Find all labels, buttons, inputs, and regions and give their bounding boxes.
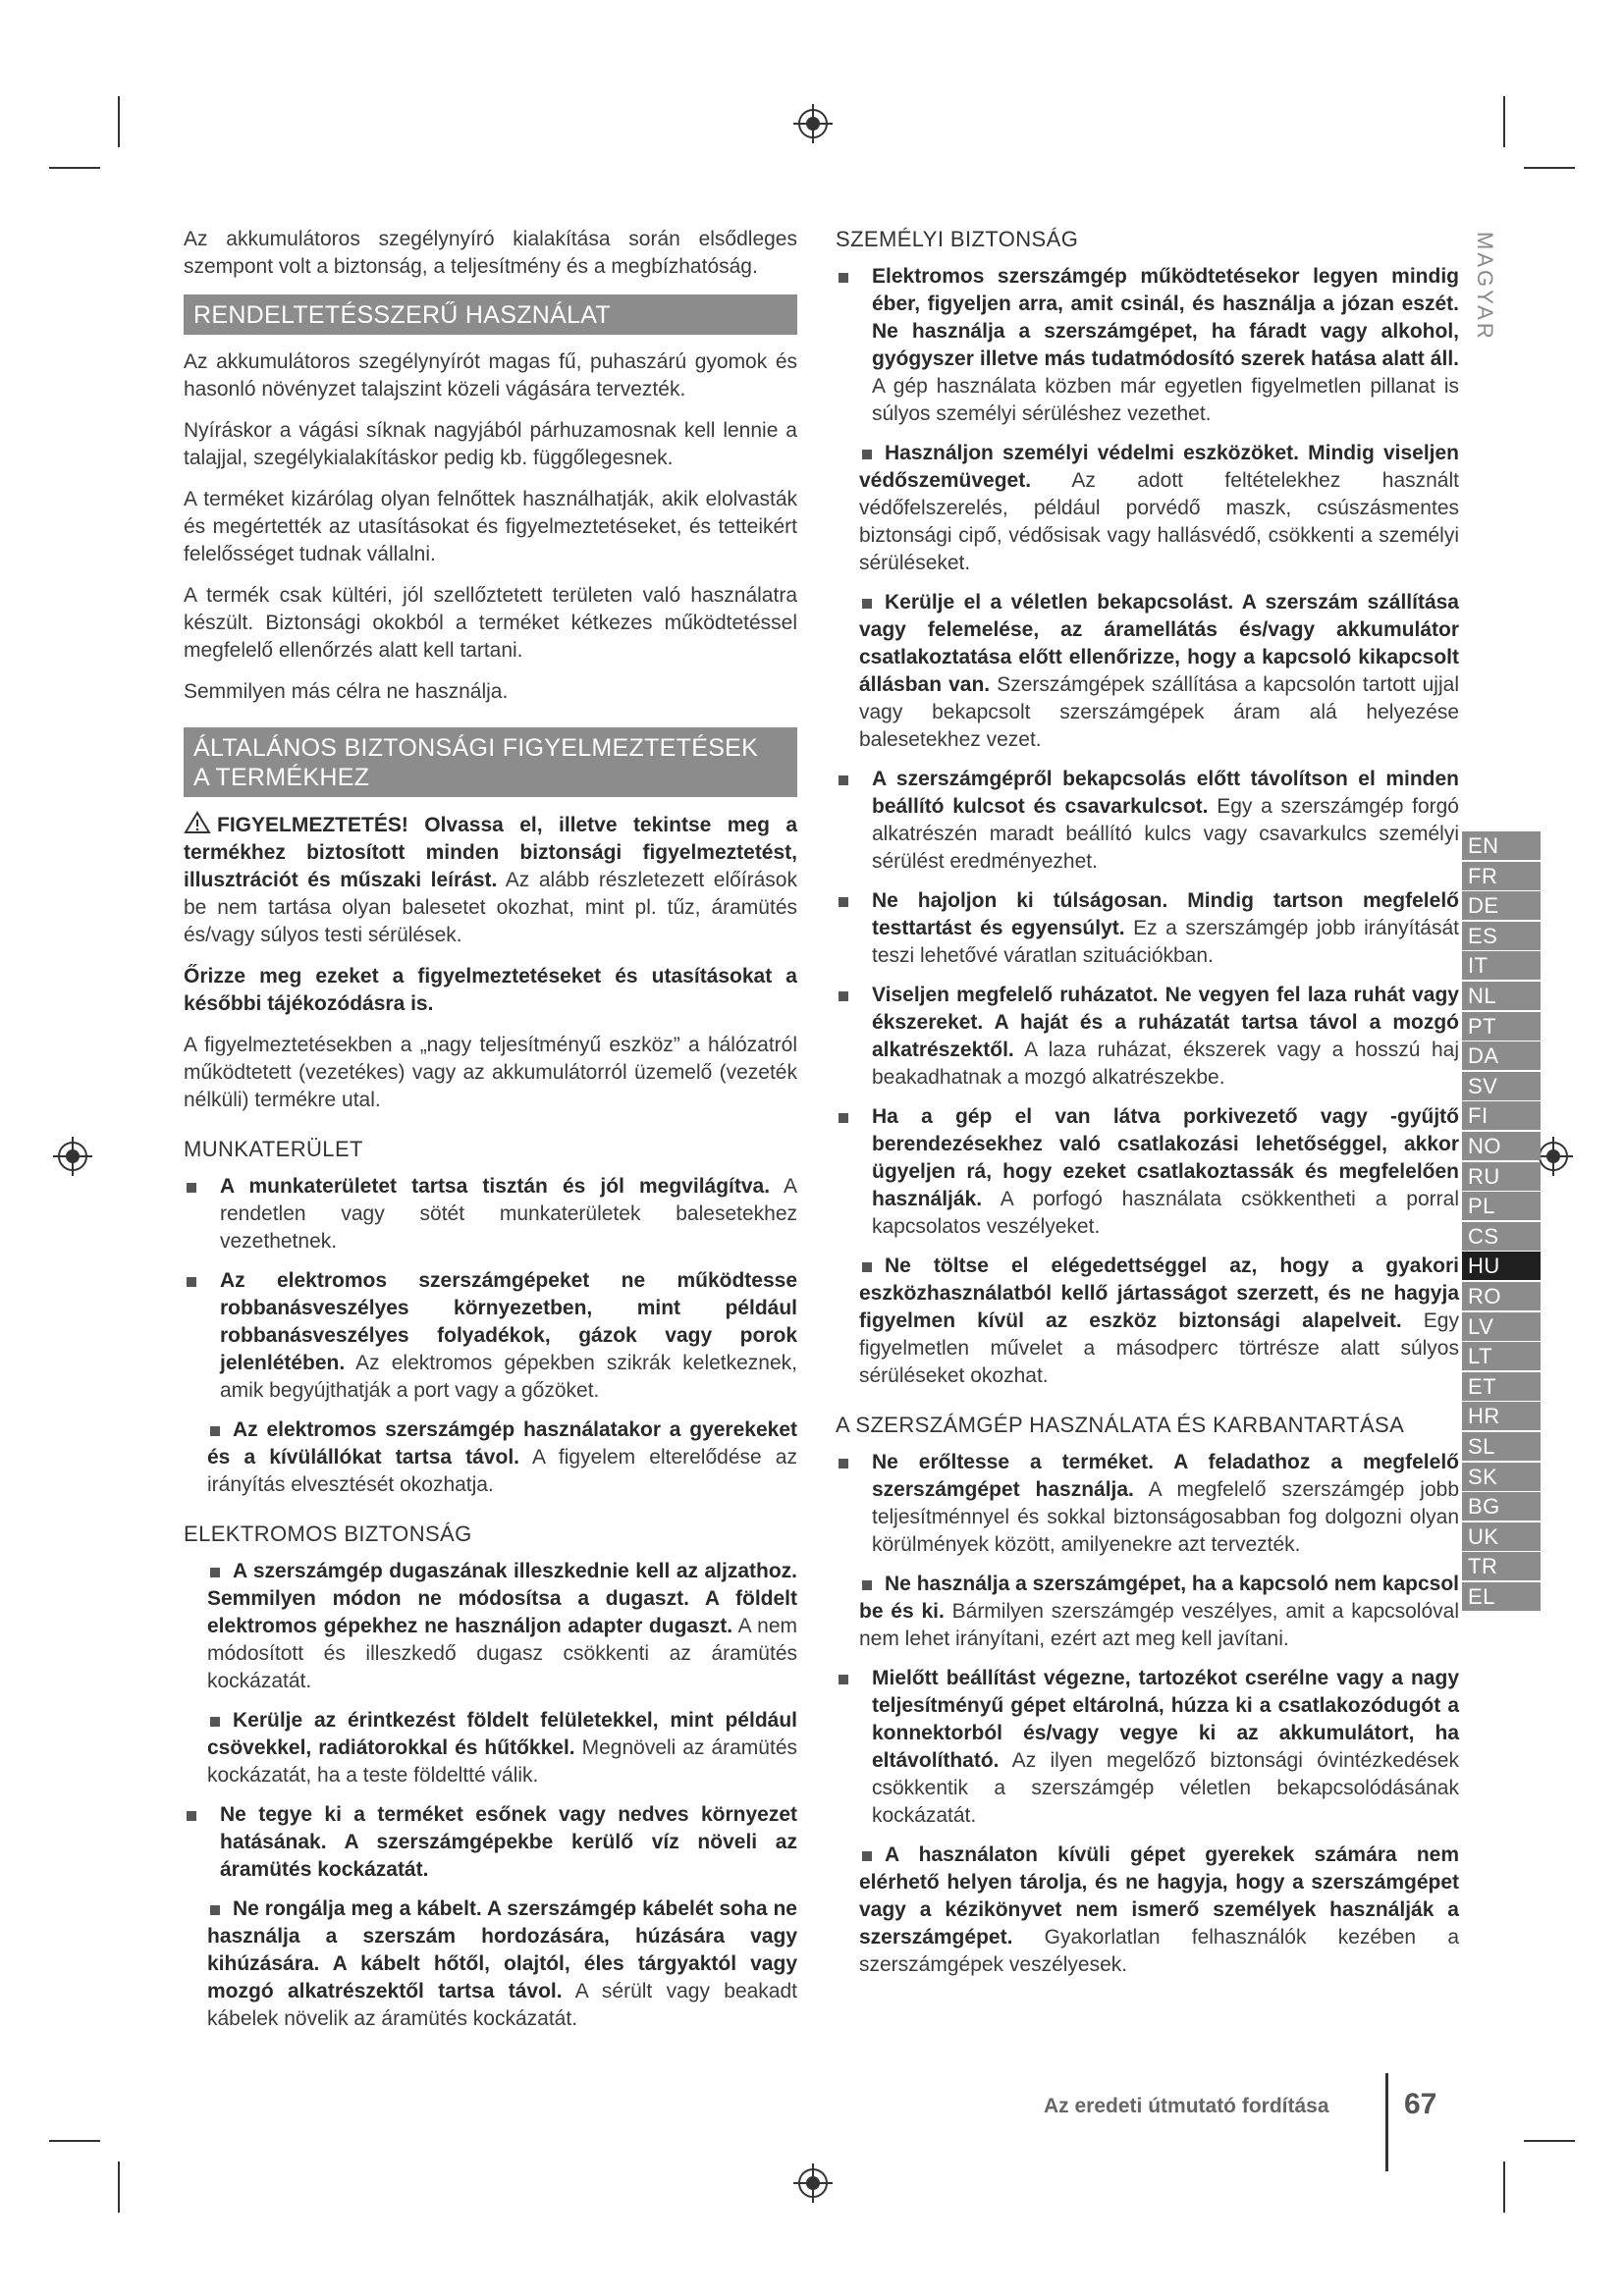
language-tab-ru[interactable]: RU: [1462, 1162, 1541, 1191]
registration-mark-icon: [791, 2162, 835, 2205]
crop-mark: [1524, 2140, 1575, 2142]
paragraph: A termék csak kültéri, jól szellőztetett területen való használatra készült. Biztonsági okokból a terméket kétkezes működtetéssel megfelelő ellenőrzés alatt kell tartani.: [184, 584, 797, 662]
list-item: A munkaterületet tartsa tisztán és jól megvilágítva. A rendetlen vagy sötét munkaterületek balesetekhez vezethetnek.: [184, 1173, 797, 1255]
language-tab-en[interactable]: EN: [1462, 831, 1541, 860]
registration-mark-icon: [791, 102, 835, 145]
crop-mark: [49, 2140, 100, 2142]
list-item: Kerülje az érintkezést földelt felületekkel, mint például csövekkel, radiátorokkal és hűtőkkel. Megnöveli az áramütés kockázatát, ha a teste földeltté válik.: [207, 1709, 797, 1787]
language-tab-no[interactable]: NO: [1462, 1132, 1541, 1160]
list-item: Használjon személyi védelmi eszközöket. Mindig viseljen védőszemüveget. Az adott feltételekhez használt védőfelszerelés, például porvédő maszk, csúszásmentes biztonsági cipő, védősisak vagy hallásvédő, csökkenti a személyi sérüléseket.: [859, 442, 1459, 574]
subheading-personal-safety: SZEMÉLYI BIZTONSÁG: [836, 227, 1079, 251]
section-header-line: ÁLTALÁNOS BIZTONSÁGI FIGYELMEZTETÉSEK: [193, 734, 759, 762]
language-tab-sv[interactable]: SV: [1462, 1072, 1541, 1100]
registration-mark-icon: [51, 1135, 94, 1178]
list-item: Ne töltse el elégedettséggel az, hogy a gyakori eszközhasználatból kellő jártasságot szerzett, és ne hagyja figyelmen kívül az eszköz biztonsági alapelveit. Egy figyelmetlen művelet a másodperc törtrésze alatt súlyos sérüléseket okozhat.: [859, 1255, 1459, 1387]
language-tab-fr[interactable]: FR: [1462, 862, 1541, 890]
list-item: Az elektromos szerszámgépeket ne működtesse robbanásveszélyes környezetben, mint például robbanásveszélyes folyadékok, gázok vagy porok jelenlétében. Az elektromos gépekben szikrák keletkeznek, amik begyújthatják a port vagy a gőzöket.: [184, 1267, 797, 1405]
language-tab-ro[interactable]: RO: [1462, 1282, 1541, 1310]
intro-paragraph: Az akkumulátoros szegélynyíró kialakítása során elsődleges szempont volt a biztonság, a teljesítmény és a megbízhatóság.: [184, 228, 797, 278]
left-column: [184, 226, 797, 2045]
list-item: Ne hajoljon ki túlságosan. Mindig tartson megfelelő testtartást és egyensúlyt. Ez a szerszámgép jobb irányítását teszi lehetővé váratlan szituációkban.: [836, 887, 1459, 970]
language-tab-es[interactable]: ES: [1462, 922, 1541, 950]
crop-mark: [1524, 167, 1575, 169]
section-header-intended-use: RENDELTETÉSSZERŰ HASZNÁLAT: [184, 294, 797, 335]
paragraph: Az akkumulátoros szegélynyírót magas fű, puhaszárú gyomok és hasonló növényzet talajszint közeli vágására tervezték.: [184, 350, 797, 400]
language-tab-da[interactable]: DA: [1462, 1041, 1541, 1070]
list-item: A használaton kívüli gépet gyerekek számára nem elérhető helyen tárolja, és ne hagyja, hogy a szerszámgépet vagy a kézikönyvet nem ismerő személyek használják a szerszámgépet. Gyakorlatlan felhasználók kezében a szerszámgépek veszélyesek.: [859, 1843, 1459, 1976]
language-tab-fi[interactable]: FI: [1462, 1101, 1541, 1130]
right-column: [836, 226, 1459, 1991]
paragraph: A terméket kizárólag olyan felnőttek használhatják, akik elolvasták és megértették az utasításokat és figyelmeztetéseket, és tetteikért felelősséget tudnak vállalni.: [184, 488, 797, 565]
language-tab-it[interactable]: IT: [1462, 951, 1541, 980]
subheading-work-area: MUNKATERÜLET: [184, 1137, 363, 1161]
list-item: Az elektromos szerszámgép használatakor a gyerekeket és a kívülállókat tartsa távol. A figyelem elterelődése az irányítás elvesztését okozhatja.: [207, 1418, 797, 1496]
list-item: Mielőtt beállítást végezne, tartozékot cserélne vagy a nagy teljesítményű gépet eltárolná, húzza ki a csatlakozódugót a konnektorból és/vagy vegye ki az akkumulátort, ha eltávolítható. Az ilyen megelőző biztonsági óvintézkedések csökkentik a szerszámgép véletlen bekapcsolódásának kockázatát.: [836, 1665, 1459, 1830]
crop-mark: [1503, 2162, 1505, 2213]
warning-triangle-icon: [184, 811, 211, 834]
paragraph: Semmilyen más célra ne használja.: [184, 680, 509, 703]
warning-text: Az alább részletezett előírások be nem tartása olyan balesetet okozhat, mint pl. tűz, áramütés és/vagy súlyos testi sérülések.: [184, 869, 797, 946]
crop-mark: [118, 2162, 120, 2213]
subheading-electrical-safety: ELEKTROMOS BIZTONSÁG: [184, 1522, 472, 1546]
warning-paragraph: [184, 811, 797, 949]
list-item: Ne tegye ki a terméket esőnek vagy nedves környezet hatásának. A szerszámgépekbe kerülő víz növeli az áramütés kockázatát.: [184, 1801, 797, 1884]
list-item: Ne rongálja meg a kábelt. A szerszámgép kábelét soha ne használja a szerszám hordozására, húzására vagy kihúzására. A kábelt hőtől, olajtól, éles tárgyaktól vagy mozgó alkatrészektől tartsa távol. A sérült vagy beakadt kábelek növelik az áramütés kockázatát.: [207, 1897, 797, 2030]
language-tab-sk[interactable]: SK: [1462, 1463, 1541, 1491]
language-tab-lv[interactable]: LV: [1462, 1312, 1541, 1341]
language-tab-uk[interactable]: UK: [1462, 1522, 1541, 1551]
list-item: Ne használja a szerszámgépet, ha a kapcsoló nem kapcsol be és ki. Bármilyen szerszámgép veszélyes, amit a kapcsolóval nem lehet irányítani, ezért azt meg kell javítani.: [859, 1573, 1459, 1650]
warning-bold: FIGYELMEZTETÉS! Olvassa el, illetve tekintse meg a termékhez biztosított minden biztonsági figyelmeztetést, illusztrációt és műszaki leírást.: [184, 814, 797, 891]
page-number: 67: [1404, 2088, 1437, 2120]
language-tab-nl[interactable]: NL: [1462, 982, 1541, 1010]
footer-divider: [1385, 2073, 1388, 2171]
language-tab-cs[interactable]: CS: [1462, 1222, 1541, 1251]
section-header-general-safety: [184, 727, 797, 797]
list-item: Viseljen megfelelő ruházatot. Ne vegyen fel laza ruhát vagy ékszereket. A haját és a ruházatát tartsa távol a mozgó alkatrészektől. A laza ruházat, ékszerek vagy a hosszú haj beakadhatnak a mozgó alkatrészekbe.: [836, 982, 1459, 1092]
list-item: Elektromos szerszámgép működtetésekor legyen mindig éber, figyeljen arra, amit csinál, és használja a józan eszét. Ne használja a szerszámgépet, ha fáradt vagy alkohol, gyógyszer illetve más tudatmódosító szerek hatása alatt áll. A gép használata közben már egyetlen figyelmetlen pillanat is súlyos személyi sérüléshez vezethet.: [836, 263, 1459, 428]
crop-mark: [118, 96, 120, 147]
list-item: A szerszámgépről bekapcsolás előtt távolítson el minden beállító kulcsot és csavarkulcsot. Egy a szerszámgép forgó alkatrészén maradt beállító kulcs vagy csavarkulcs személyi sérülést eredményezhet.: [836, 766, 1459, 876]
language-tab-et[interactable]: ET: [1462, 1372, 1541, 1401]
language-tab-bg[interactable]: BG: [1462, 1492, 1541, 1521]
section-header-line: A TERMÉKHEZ: [193, 764, 370, 791]
language-tab-hu[interactable]: HU: [1462, 1252, 1541, 1280]
side-language-label: MAGYAR: [1473, 232, 1497, 342]
language-tab-lt[interactable]: LT: [1462, 1342, 1541, 1370]
paragraph: Nyíráskor a vágási síknak nagyjából párhuzamosnak kell lennie a talajjal, szegélykialakításkor pedig kb. függőlegesnek.: [184, 419, 797, 469]
subheading-use-and-care: A SZERSZÁMGÉP HASZNÁLATA ÉS KARBANTARTÁSA: [836, 1413, 1405, 1437]
language-tab-hr[interactable]: HR: [1462, 1402, 1541, 1430]
keep-instructions-bold: Őrizze meg ezeket a figyelmeztetéseket és utasításokat a későbbi tájékozódásra is.: [184, 965, 797, 1015]
crop-mark: [49, 167, 100, 169]
list-item: A szerszámgép dugaszának illeszkednie kell az aljzathoz. Semmilyen módon ne módosítsa a dugaszt. A földelt elektromos gépekhez ne használjon adapter dugaszt. A nem módosított és illeszkedő dugasz csökkenti az áramütés kockázatát.: [207, 1560, 797, 1692]
language-tab-tr[interactable]: TR: [1462, 1552, 1541, 1580]
list-item: Kerülje el a véletlen bekapcsolást. A szerszám szállítása vagy felemelése, az áramellátás és/vagy akkumulátor csatlakoztatása előtt ellenőrizze, hogy a kapcsoló kikapcsolt állásban van. Szerszámgépek szállítása a kapcsolón tartott ujjal vagy bekapcsolt szerszámgépek áram alá helyezése balesetekhez vezet.: [859, 591, 1459, 751]
language-tab-el[interactable]: EL: [1462, 1582, 1541, 1611]
language-tab-pt[interactable]: PT: [1462, 1012, 1541, 1041]
list-item: Ha a gép el van látva porkivezető vagy -gyűjtő berendezésekhez való csatlakozási lehetőséggel, akkor ügyeljen rá, hogy ezeket csatlakoztassák és megfelelően használják. A porfogó használata csökkentheti a porral kapcsolatos veszélyeket.: [836, 1103, 1459, 1241]
footer-text: Az eredeti útmutató fordítása: [1044, 2095, 1329, 2117]
language-tab-pl[interactable]: PL: [1462, 1192, 1541, 1220]
language-tab-de[interactable]: DE: [1462, 891, 1541, 920]
language-tab-sl[interactable]: SL: [1462, 1432, 1541, 1461]
keep-instructions: [184, 963, 797, 1018]
crop-mark: [1503, 96, 1505, 147]
paragraph: A figyelmeztetésekben a „nagy teljesítményű eszköz” a hálózatról működtetett (vezetékes) vagy az akkumulátorról üzemelő (vezeték nélküli) termékre utal.: [184, 1034, 797, 1111]
list-item: Ne erőltesse a terméket. A feladathoz a megfelelő szerszámgépet használja. A megfelelő szerszámgép jobb teljesítménnyel és sokkal biztonságosabban fog dolgozni olyan körülmények között, amilyenekre azt tervezték.: [836, 1449, 1459, 1559]
